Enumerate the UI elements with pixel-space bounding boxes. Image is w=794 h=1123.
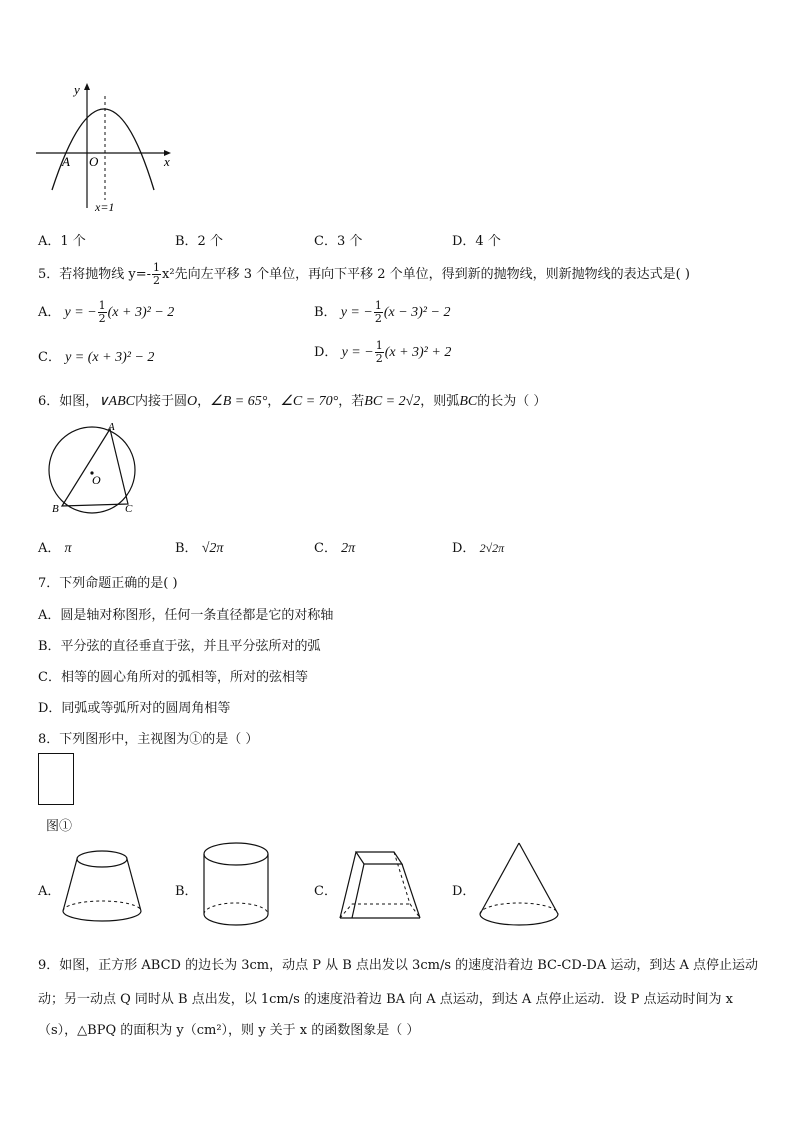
q6-stem-pre: 6．如图， <box>38 394 99 409</box>
q8-front-view-rect <box>38 753 74 805</box>
q6-label-b: B <box>52 503 59 515</box>
q4-option-c[interactable]: C．3 个 <box>314 234 363 249</box>
q7-option-a[interactable]: A．圆是轴对称图形，任何一条直径都是它的对称轴 <box>38 608 334 623</box>
q6-option-a[interactable] <box>38 537 72 557</box>
q6-stem-mid2: ， <box>197 394 211 409</box>
q6-triangle: ∨ABC <box>98 394 135 409</box>
q5-option-a-frac-n: 1 <box>98 299 106 312</box>
q6-option-b[interactable] <box>175 537 223 557</box>
q5-option-c-label: C． <box>38 350 61 365</box>
q6-option-c-expr: 2π <box>341 541 356 556</box>
q5-option-b[interactable] <box>314 300 450 325</box>
q6-option-a-label: A． <box>38 541 61 556</box>
q4-label-y: y <box>74 82 80 97</box>
q7-stem: 7．下列命题正确的是( ) <box>38 576 178 591</box>
q5-option-a-pre: y = − <box>64 305 97 320</box>
q5-option-d-post: (x + 3)² + 2 <box>384 345 452 360</box>
q8-option-d-label[interactable]: D． <box>452 884 476 899</box>
q9-line-1: 9．如图，正方形 ABCD 的边长为 3cm，动点 P 从 B 点出发以 3cm/s 的速度沿着边 BC-CD-DA 运动，到达 A 点停止运动 <box>38 958 758 973</box>
q5-option-d-frac <box>375 340 384 365</box>
q5-option-d-label: D． <box>314 345 338 360</box>
q7-option-b[interactable]: B．平分弦的直径垂直于弦，并且平分弦所对的弧 <box>38 639 321 654</box>
q6-option-c[interactable] <box>314 537 355 557</box>
q6-stem-end: 的长为（ ） <box>477 394 547 409</box>
q5-option-c[interactable] <box>38 346 154 366</box>
q6-circle-figure <box>40 420 146 516</box>
q5-option-a-frac <box>98 300 107 325</box>
q5-option-d-frac-d: 2 <box>375 352 383 365</box>
q6-stem-mid5: ，则弧 <box>420 394 460 409</box>
q6-label-a: A <box>108 421 115 433</box>
q6-option-d-expr: 2√2π <box>479 541 505 555</box>
q4-option-a[interactable]: A．1 个 <box>38 234 86 249</box>
q5-frac-d: 2 <box>153 274 161 287</box>
q8-cylinder-figure[interactable] <box>200 838 272 930</box>
q6-stem-mid3: ， <box>267 394 281 409</box>
q8-option-a-label[interactable]: A． <box>38 884 61 899</box>
q6-stem-mid1: 内接于圆 <box>134 394 187 409</box>
q6-label-c: C <box>125 503 133 515</box>
q5-frac <box>152 262 161 287</box>
q5-option-a[interactable] <box>38 300 174 325</box>
q6-circle-name: O <box>187 394 198 409</box>
q5-option-a-label: A． <box>38 305 61 320</box>
q6-angle-c: ∠C = 70° <box>280 394 339 409</box>
q5-option-b-frac-n: 1 <box>374 299 382 312</box>
q6-stem-mid4: ，若 <box>338 394 365 409</box>
q8-pyramid-frustum-figure[interactable] <box>336 846 426 924</box>
q9-line-2: 动；另一动点 Q 同时从 B 点出发，以 1cm/s 的速度沿着边 BA 向 A 点运动，到达 A 点停止运动．设 P 点运动时间为 x <box>38 992 733 1007</box>
q4-label-a: A <box>62 154 70 169</box>
q7-option-d[interactable]: D．同弧或等弧所对的圆周角相等 <box>38 701 231 716</box>
q4-option-d[interactable]: D．4 个 <box>452 234 501 249</box>
q5-option-b-frac <box>374 300 383 325</box>
q9-line-3: （s），△BPQ 的面积为 y（cm²），则 y 关于 x 的函数图象是（ ） <box>38 1023 420 1038</box>
q8-option-c-label[interactable]: C． <box>314 884 337 899</box>
q5-option-d-frac-n: 1 <box>375 339 383 352</box>
q7-option-c[interactable]: C．相等的圆心角所对的弧相等，所对的弦相等 <box>38 670 308 685</box>
q5-option-a-post: (x + 3)² − 2 <box>107 305 175 320</box>
q5-option-b-frac-d: 2 <box>374 312 382 325</box>
q5-option-a-frac-d: 2 <box>98 312 106 325</box>
q8-cone-figure[interactable] <box>476 840 562 928</box>
q6-option-c-label: C． <box>314 541 337 556</box>
q8-figure-caption: 图① <box>46 819 73 834</box>
q5-option-d[interactable] <box>314 340 451 365</box>
q5-option-b-post: (x − 3)² − 2 <box>383 305 451 320</box>
q4-label-x: x <box>164 154 170 169</box>
q6-angle-b: ∠B = 65° <box>210 394 268 409</box>
q6-bc-length: BC = 2√2 <box>364 394 421 409</box>
q6-option-d[interactable] <box>452 537 504 556</box>
q8-stem: 8．下列图形中，主视图为①的是（ ） <box>38 732 259 747</box>
q4-parabola-figure <box>34 78 184 218</box>
q4-label-o: O <box>89 154 99 169</box>
q6-option-b-expr: √2π <box>201 541 224 556</box>
q6-label-o: O <box>92 473 101 487</box>
q5-option-d-pre: y = − <box>341 345 374 360</box>
q6-option-d-label: D． <box>452 541 476 556</box>
q6-option-b-label: B． <box>175 541 198 556</box>
q8-frustum-figure[interactable] <box>60 845 144 927</box>
q5-option-b-label: B． <box>314 305 337 320</box>
q5-stem-a: 5．若将抛物线 y=- <box>38 267 152 282</box>
q5-option-b-pre: y = − <box>340 305 373 320</box>
q5-stem <box>38 262 690 287</box>
q4-option-b[interactable]: B．2 个 <box>175 234 223 249</box>
q5-frac-n: 1 <box>153 261 161 274</box>
q5-option-c-expr: y = (x + 3)² − 2 <box>65 350 155 365</box>
q5-stem-b: x²先向左平移 3 个单位，再向下平移 2 个单位，得到新的抛物线，则新抛物线的表达式是( ) <box>162 267 690 282</box>
q4-label-axis: x=1 <box>95 200 115 214</box>
q6-stem <box>38 390 546 410</box>
q8-option-b-label[interactable]: B． <box>175 884 198 899</box>
q6-option-a-expr: π <box>64 541 72 556</box>
q6-arc-name: BC <box>459 394 478 409</box>
